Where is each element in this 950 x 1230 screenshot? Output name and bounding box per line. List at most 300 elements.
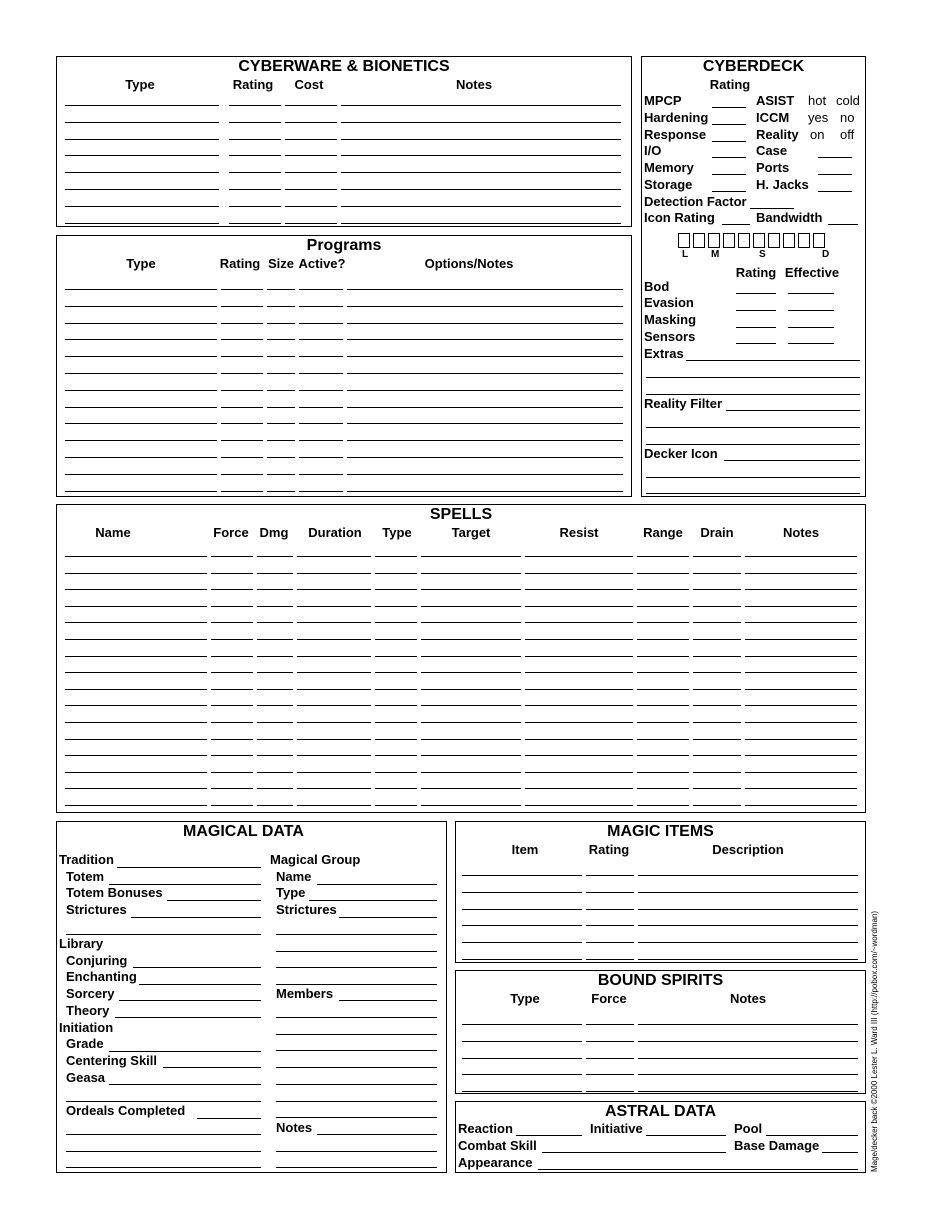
form-row-line[interactable] [267, 356, 295, 357]
form-row-line[interactable] [788, 293, 834, 294]
form-row-line[interactable] [586, 1074, 634, 1075]
form-row-line[interactable] [257, 556, 293, 557]
form-row-line[interactable] [257, 722, 293, 723]
geasa-field[interactable] [109, 1084, 261, 1085]
form-row-line[interactable] [421, 755, 521, 756]
form-row-line[interactable] [745, 622, 857, 623]
storage-field[interactable] [712, 191, 746, 192]
form-row-line[interactable] [693, 606, 741, 607]
form-row-line[interactable] [586, 909, 634, 910]
form-row-line[interactable] [525, 656, 633, 657]
decker-icon-field[interactable] [646, 493, 860, 494]
form-row-line[interactable] [299, 457, 343, 458]
form-row-line[interactable] [221, 373, 263, 374]
form-row-line[interactable] [637, 622, 689, 623]
form-row-line[interactable] [462, 1074, 582, 1075]
form-row-line[interactable] [211, 722, 253, 723]
form-row-line[interactable] [65, 788, 207, 789]
members-field[interactable] [339, 1000, 437, 1001]
form-row-line[interactable] [211, 656, 253, 657]
form-row-line[interactable] [229, 172, 281, 173]
form-row-line[interactable] [586, 875, 634, 876]
form-row-line[interactable] [736, 310, 776, 311]
form-row-line[interactable] [257, 639, 293, 640]
group-name-field[interactable] [317, 884, 437, 885]
form-row-line[interactable] [211, 573, 253, 574]
form-row-line[interactable] [341, 206, 621, 207]
form-row-line[interactable] [297, 556, 371, 557]
form-row-line[interactable] [347, 323, 623, 324]
form-row-line[interactable] [297, 755, 371, 756]
strictures-field[interactable] [66, 934, 261, 935]
form-row-line[interactable] [375, 755, 417, 756]
form-row-line[interactable] [745, 739, 857, 740]
form-row-line[interactable] [693, 772, 741, 773]
form-row-line[interactable] [421, 606, 521, 607]
form-row-line[interactable] [299, 289, 343, 290]
form-row-line[interactable] [375, 656, 417, 657]
form-row-line[interactable] [211, 788, 253, 789]
form-row-line[interactable] [221, 440, 263, 441]
form-row-line[interactable] [65, 606, 207, 607]
form-row-line[interactable] [693, 755, 741, 756]
form-row-line[interactable] [693, 705, 741, 706]
form-row-line[interactable] [347, 423, 623, 424]
form-row-line[interactable] [65, 739, 207, 740]
form-row-line[interactable] [525, 722, 633, 723]
form-row-line[interactable] [341, 172, 621, 173]
damage-box[interactable] [738, 233, 750, 248]
ordeals-completed-field[interactable] [66, 1167, 261, 1168]
group-strictures-field[interactable] [339, 917, 437, 918]
response-field[interactable] [712, 141, 746, 142]
form-row-line[interactable] [276, 1101, 437, 1102]
form-row-line[interactable] [267, 306, 295, 307]
form-row-line[interactable] [267, 390, 295, 391]
hardening-field[interactable] [712, 124, 746, 125]
form-row-line[interactable] [375, 589, 417, 590]
form-row-line[interactable] [257, 656, 293, 657]
form-row-line[interactable] [276, 1050, 437, 1051]
reality-filter-field[interactable] [646, 427, 860, 428]
totem-bonuses-field[interactable] [167, 900, 261, 901]
form-row-line[interactable] [299, 373, 343, 374]
form-row-line[interactable] [341, 189, 621, 190]
form-row-line[interactable] [421, 788, 521, 789]
form-row-line[interactable] [745, 705, 857, 706]
strictures-field[interactable] [131, 917, 261, 918]
icon-rating-field[interactable] [722, 224, 750, 225]
form-row-line[interactable] [65, 390, 217, 391]
form-row-line[interactable] [276, 1117, 437, 1118]
pool-field[interactable] [766, 1135, 858, 1136]
form-row-line[interactable] [745, 805, 857, 806]
form-row-line[interactable] [276, 1034, 437, 1035]
form-row-line[interactable] [267, 423, 295, 424]
notes-field[interactable] [317, 1134, 437, 1135]
reality-filter-field[interactable] [726, 410, 860, 411]
form-row-line[interactable] [347, 306, 623, 307]
geasa-field[interactable] [66, 1101, 261, 1102]
form-row-line[interactable] [788, 310, 834, 311]
decker-icon-field[interactable] [646, 477, 860, 478]
form-row-line[interactable] [637, 722, 689, 723]
form-row-line[interactable] [347, 289, 623, 290]
form-row-line[interactable] [421, 589, 521, 590]
form-row-line[interactable] [341, 105, 621, 106]
form-row-line[interactable] [65, 639, 207, 640]
form-row-line[interactable] [736, 327, 776, 328]
form-row-line[interactable] [637, 672, 689, 673]
form-row-line[interactable] [65, 656, 207, 657]
form-row-line[interactable] [221, 289, 263, 290]
form-row-line[interactable] [421, 672, 521, 673]
form-row-line[interactable] [525, 556, 633, 557]
form-row-line[interactable] [297, 573, 371, 574]
form-row-line[interactable] [745, 556, 857, 557]
form-row-line[interactable] [693, 722, 741, 723]
form-row-line[interactable] [637, 589, 689, 590]
form-row-line[interactable] [221, 407, 263, 408]
form-row-line[interactable] [257, 788, 293, 789]
form-row-line[interactable] [638, 925, 858, 926]
form-row-line[interactable] [375, 556, 417, 557]
form-row-line[interactable] [745, 606, 857, 607]
form-row-line[interactable] [211, 589, 253, 590]
form-row-line[interactable] [586, 925, 634, 926]
form-row-line[interactable] [257, 589, 293, 590]
ordeals-completed-field[interactable] [66, 1151, 261, 1152]
form-row-line[interactable] [65, 122, 219, 123]
form-row-line[interactable] [745, 573, 857, 574]
form-row-line[interactable] [637, 606, 689, 607]
iccm-option-yes[interactable]: yes [808, 110, 829, 125]
form-row-line[interactable] [299, 339, 343, 340]
form-row-line[interactable] [229, 139, 281, 140]
appearance-field[interactable] [538, 1169, 858, 1170]
form-row-line[interactable] [299, 390, 343, 391]
form-row-line[interactable] [693, 788, 741, 789]
form-row-line[interactable] [229, 189, 281, 190]
theory-field[interactable] [115, 1017, 261, 1018]
form-row-line[interactable] [637, 805, 689, 806]
form-row-line[interactable] [65, 323, 217, 324]
form-row-line[interactable] [638, 942, 858, 943]
damage-box[interactable] [798, 233, 810, 248]
form-row-line[interactable] [421, 573, 521, 574]
form-row-line[interactable] [285, 223, 337, 224]
form-row-line[interactable] [693, 739, 741, 740]
form-row-line[interactable] [462, 925, 582, 926]
form-row-line[interactable] [637, 573, 689, 574]
form-row-line[interactable] [65, 339, 217, 340]
form-row-line[interactable] [421, 689, 521, 690]
form-row-line[interactable] [267, 491, 295, 492]
form-row-line[interactable] [637, 739, 689, 740]
form-row-line[interactable] [65, 172, 219, 173]
form-row-line[interactable] [375, 772, 417, 773]
form-row-line[interactable] [638, 875, 858, 876]
form-row-line[interactable] [65, 423, 217, 424]
form-row-line[interactable] [638, 892, 858, 893]
damage-box[interactable] [753, 233, 765, 248]
form-row-line[interactable] [257, 606, 293, 607]
form-row-line[interactable] [211, 772, 253, 773]
form-row-line[interactable] [211, 705, 253, 706]
form-row-line[interactable] [347, 457, 623, 458]
form-row-line[interactable] [347, 491, 623, 492]
form-row-line[interactable] [229, 155, 281, 156]
form-row-line[interactable] [341, 122, 621, 123]
form-row-line[interactable] [299, 491, 343, 492]
form-row-line[interactable] [375, 788, 417, 789]
reality-filter-field[interactable] [646, 444, 860, 445]
form-row-line[interactable] [788, 343, 834, 344]
form-row-line[interactable] [297, 788, 371, 789]
form-row-line[interactable] [65, 491, 217, 492]
form-row-line[interactable] [65, 622, 207, 623]
form-row-line[interactable] [299, 474, 343, 475]
form-row-line[interactable] [525, 589, 633, 590]
form-row-line[interactable] [267, 440, 295, 441]
form-row-line[interactable] [421, 639, 521, 640]
form-row-line[interactable] [285, 189, 337, 190]
memory-field[interactable] [712, 174, 746, 175]
decker-icon-field[interactable] [724, 460, 860, 461]
form-row-line[interactable] [525, 755, 633, 756]
form-row-line[interactable] [745, 788, 857, 789]
form-row-line[interactable] [211, 639, 253, 640]
form-row-line[interactable] [462, 875, 582, 876]
form-row-line[interactable] [638, 1024, 858, 1025]
form-row-line[interactable] [637, 772, 689, 773]
form-row-line[interactable] [586, 942, 634, 943]
form-row-line[interactable] [297, 689, 371, 690]
form-row-line[interactable] [745, 639, 857, 640]
enchanting-field[interactable] [139, 984, 261, 985]
form-row-line[interactable] [375, 622, 417, 623]
form-row-line[interactable] [276, 934, 437, 935]
form-row-line[interactable] [347, 356, 623, 357]
form-row-line[interactable] [525, 622, 633, 623]
mpcp-field[interactable] [712, 107, 746, 108]
form-row-line[interactable] [638, 1074, 858, 1075]
ordeals-completed-field[interactable] [66, 1134, 261, 1135]
centering-skill-field[interactable] [163, 1067, 261, 1068]
form-row-line[interactable] [693, 656, 741, 657]
form-row-line[interactable] [421, 556, 521, 557]
form-row-line[interactable] [745, 589, 857, 590]
form-row-line[interactable] [65, 672, 207, 673]
form-row-line[interactable] [297, 639, 371, 640]
extras-field[interactable] [646, 394, 860, 395]
extras-field[interactable] [646, 377, 860, 378]
form-row-line[interactable] [299, 423, 343, 424]
form-row-line[interactable] [297, 805, 371, 806]
form-row-line[interactable] [65, 223, 219, 224]
extras-field[interactable] [686, 360, 860, 361]
form-row-line[interactable] [257, 705, 293, 706]
form-row-line[interactable] [375, 672, 417, 673]
form-row-line[interactable] [299, 440, 343, 441]
form-row-line[interactable] [299, 306, 343, 307]
form-row-line[interactable] [341, 223, 621, 224]
form-row-line[interactable] [693, 556, 741, 557]
form-row-line[interactable] [267, 289, 295, 290]
form-row-line[interactable] [421, 622, 521, 623]
form-row-line[interactable] [297, 739, 371, 740]
form-row-line[interactable] [297, 622, 371, 623]
form-row-line[interactable] [299, 407, 343, 408]
form-row-line[interactable] [462, 959, 582, 960]
form-row-line[interactable] [297, 722, 371, 723]
form-row-line[interactable] [693, 573, 741, 574]
form-row-line[interactable] [229, 206, 281, 207]
form-row-line[interactable] [638, 1091, 858, 1092]
form-row-line[interactable] [285, 155, 337, 156]
form-row-line[interactable] [276, 1017, 437, 1018]
form-row-line[interactable] [525, 672, 633, 673]
io-field[interactable] [712, 157, 746, 158]
form-row-line[interactable] [221, 491, 263, 492]
form-row-line[interactable] [341, 139, 621, 140]
ports-field[interactable] [818, 174, 852, 175]
form-row-line[interactable] [211, 622, 253, 623]
damage-box[interactable] [708, 233, 720, 248]
form-row-line[interactable] [65, 206, 219, 207]
form-row-line[interactable] [65, 155, 219, 156]
form-row-line[interactable] [347, 390, 623, 391]
form-row-line[interactable] [462, 1091, 582, 1092]
form-row-line[interactable] [65, 556, 207, 557]
form-row-line[interactable] [745, 672, 857, 673]
form-row-line[interactable] [65, 457, 217, 458]
bandwidth-field[interactable] [828, 224, 858, 225]
form-row-line[interactable] [297, 772, 371, 773]
base-damage-field[interactable] [822, 1152, 858, 1153]
form-row-line[interactable] [65, 105, 219, 106]
form-row-line[interactable] [525, 788, 633, 789]
form-row-line[interactable] [637, 656, 689, 657]
form-row-line[interactable] [267, 407, 295, 408]
form-row-line[interactable] [462, 942, 582, 943]
form-row-line[interactable] [586, 959, 634, 960]
form-row-line[interactable] [637, 705, 689, 706]
form-row-line[interactable] [525, 805, 633, 806]
form-row-line[interactable] [276, 984, 437, 985]
form-row-line[interactable] [257, 805, 293, 806]
form-row-line[interactable] [257, 689, 293, 690]
form-row-line[interactable] [638, 1041, 858, 1042]
iccm-option-no[interactable]: no [840, 110, 855, 125]
grade-field[interactable] [109, 1051, 261, 1052]
form-row-line[interactable] [347, 474, 623, 475]
form-row-line[interactable] [65, 407, 217, 408]
form-row-line[interactable] [221, 423, 263, 424]
form-row-line[interactable] [221, 474, 263, 475]
form-row-line[interactable] [276, 1084, 437, 1085]
form-row-line[interactable] [211, 689, 253, 690]
form-row-line[interactable] [693, 689, 741, 690]
form-row-line[interactable] [211, 805, 253, 806]
form-row-line[interactable] [65, 289, 217, 290]
form-row-line[interactable] [586, 1041, 634, 1042]
form-row-line[interactable] [693, 589, 741, 590]
form-row-line[interactable] [421, 772, 521, 773]
form-row-line[interactable] [745, 755, 857, 756]
form-row-line[interactable] [637, 755, 689, 756]
form-row-line[interactable] [637, 556, 689, 557]
form-row-line[interactable] [299, 356, 343, 357]
form-row-line[interactable] [375, 689, 417, 690]
form-row-line[interactable] [65, 689, 207, 690]
form-row-line[interactable] [285, 139, 337, 140]
form-row-line[interactable] [211, 556, 253, 557]
form-row-line[interactable] [375, 639, 417, 640]
form-row-line[interactable] [65, 306, 217, 307]
ordeals-completed-field[interactable] [197, 1118, 261, 1119]
form-row-line[interactable] [586, 1024, 634, 1025]
form-row-line[interactable] [257, 622, 293, 623]
form-row-line[interactable] [421, 705, 521, 706]
reality-option-on[interactable]: on [810, 127, 825, 142]
form-row-line[interactable] [65, 805, 207, 806]
form-row-line[interactable] [745, 689, 857, 690]
form-row-line[interactable] [586, 892, 634, 893]
damage-box[interactable] [783, 233, 795, 248]
form-row-line[interactable] [525, 772, 633, 773]
form-row-line[interactable] [638, 959, 858, 960]
form-row-line[interactable] [462, 1024, 582, 1025]
form-row-line[interactable] [257, 772, 293, 773]
form-row-line[interactable] [375, 722, 417, 723]
form-row-line[interactable] [65, 373, 217, 374]
form-row-line[interactable] [693, 805, 741, 806]
form-row-line[interactable] [276, 1067, 437, 1068]
form-row-line[interactable] [693, 622, 741, 623]
form-row-line[interactable] [347, 339, 623, 340]
form-row-line[interactable] [462, 1041, 582, 1042]
notes-field[interactable] [276, 1151, 437, 1152]
form-row-line[interactable] [65, 755, 207, 756]
form-row-line[interactable] [297, 589, 371, 590]
form-row-line[interactable] [375, 739, 417, 740]
form-row-line[interactable] [229, 223, 281, 224]
form-row-line[interactable] [276, 967, 437, 968]
form-row-line[interactable] [297, 656, 371, 657]
group-type-field[interactable] [309, 900, 437, 901]
form-row-line[interactable] [297, 705, 371, 706]
form-row-line[interactable] [637, 788, 689, 789]
form-row-line[interactable] [299, 323, 343, 324]
form-row-line[interactable] [229, 122, 281, 123]
form-row-line[interactable] [221, 457, 263, 458]
combat-skill-field[interactable] [542, 1152, 726, 1153]
notes-field[interactable] [276, 1167, 437, 1168]
form-row-line[interactable] [65, 440, 217, 441]
reaction-field[interactable] [516, 1135, 582, 1136]
form-row-line[interactable] [65, 356, 217, 357]
form-row-line[interactable] [341, 155, 621, 156]
form-row-line[interactable] [421, 656, 521, 657]
form-row-line[interactable] [375, 805, 417, 806]
form-row-line[interactable] [421, 739, 521, 740]
form-row-line[interactable] [285, 206, 337, 207]
form-row-line[interactable] [65, 189, 219, 190]
asist-option-hot[interactable]: hot [808, 93, 827, 108]
form-row-line[interactable] [221, 323, 263, 324]
initiative-field[interactable] [646, 1135, 726, 1136]
